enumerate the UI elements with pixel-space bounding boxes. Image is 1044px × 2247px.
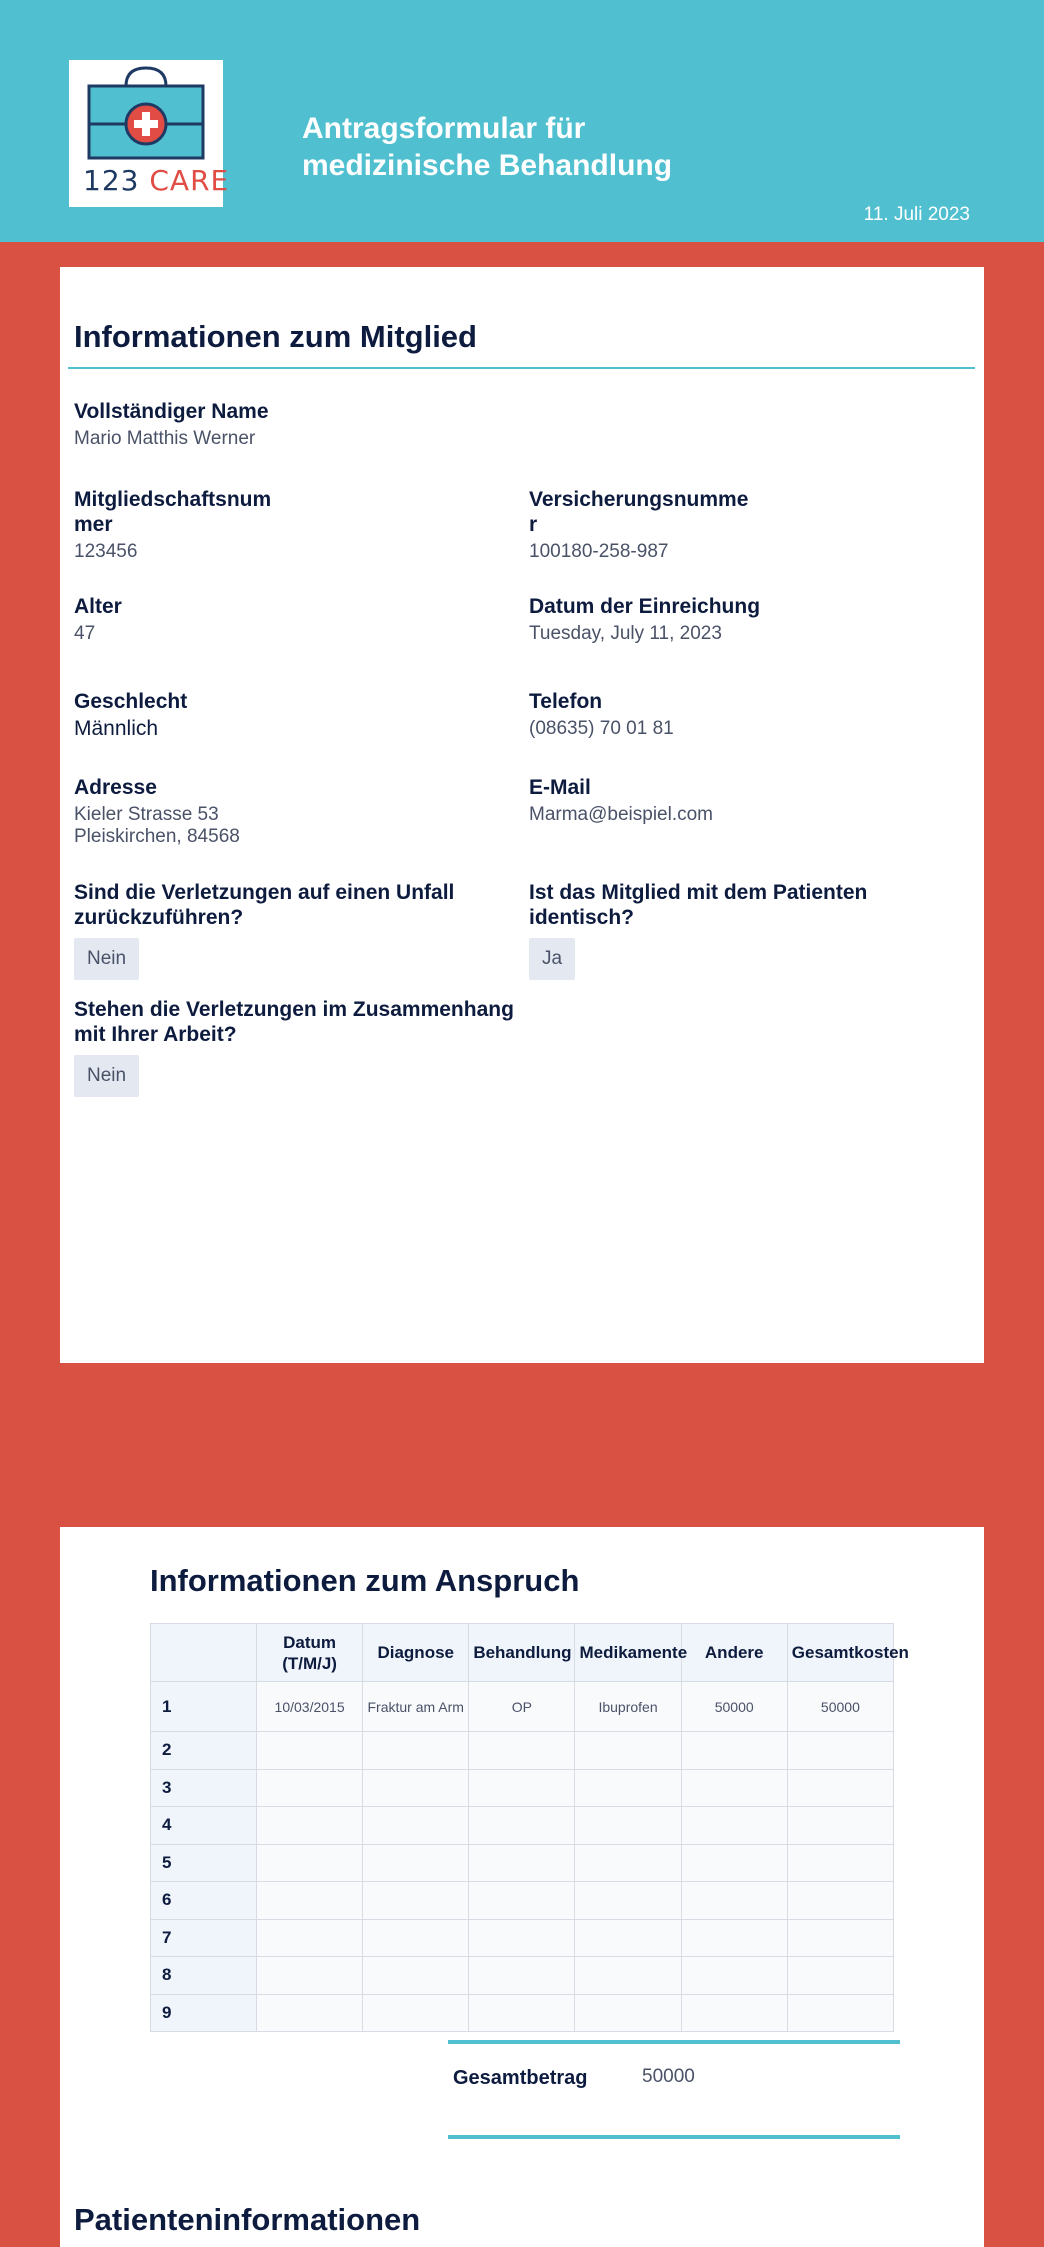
- table-cell-treatment: [469, 1882, 575, 1920]
- table-cell-other: [681, 1882, 787, 1920]
- table-row: [151, 1769, 894, 1807]
- table-row: [151, 1957, 894, 1995]
- table-cell-other: 50000: [681, 1682, 787, 1732]
- field-label: Datum der Einreichung: [529, 595, 761, 618]
- table-row: [151, 1994, 894, 2032]
- table-row: [151, 1882, 894, 1920]
- table-cell-diagnosis: [363, 1919, 469, 1957]
- table-cell-medication: [575, 1957, 681, 1995]
- table-cell-total: [787, 1957, 893, 1995]
- table-cell-treatment: [469, 1769, 575, 1807]
- table-cell-date: [257, 1919, 363, 1957]
- field-value: 100180-258-987: [529, 541, 669, 562]
- table-row: [151, 1919, 894, 1957]
- field-value: (08635) 70 01 81: [529, 718, 674, 739]
- patient-section-title: Patienteninformationen: [74, 2202, 421, 2237]
- page-title: Antragsformular für medizinische Behandlung: [302, 112, 673, 182]
- header-banner: [0, 0, 1044, 242]
- table-cell-medication: [575, 1807, 681, 1845]
- field-label: Alter: [74, 595, 122, 618]
- total-label: Gesamtbetrag: [453, 2067, 588, 2089]
- field-label: Mitgliedschaftsnummer: [74, 488, 272, 536]
- logo-number: 123: [83, 164, 140, 197]
- table-cell-date: [257, 1844, 363, 1882]
- claim-section-title: Informationen zum Anspruch: [150, 1563, 580, 1598]
- table-cell-diagnosis: [363, 1957, 469, 1995]
- field-age: [74, 594, 494, 645]
- field-value: Mario Matthis Werner: [74, 428, 256, 449]
- column-header: Behandlung: [469, 1624, 575, 1682]
- table-cell-treatment: [469, 1807, 575, 1845]
- table-cell-medication: [575, 1732, 681, 1770]
- logo: [69, 60, 230, 207]
- header-date: 11. Juli 2023: [863, 204, 970, 225]
- claims-table: [150, 1623, 909, 2032]
- field-label: Vollständiger Name: [74, 400, 269, 423]
- table-cell-treatment: [469, 1732, 575, 1770]
- column-header: Gesamtkosten: [787, 1624, 893, 1682]
- field-full-name: [74, 399, 494, 450]
- table-cell-date: [257, 1957, 363, 1995]
- table-cell-date: [257, 1994, 363, 2032]
- total-value: 50000: [642, 2066, 695, 2087]
- column-header: Diagnose: [363, 1624, 469, 1682]
- field-accident: [74, 880, 494, 980]
- logo-care-word: CARE: [149, 164, 230, 197]
- table-cell-total: [787, 1844, 893, 1882]
- claim-info-card: [60, 1527, 984, 2247]
- section-divider: [68, 367, 975, 369]
- table-cell-other: [681, 1844, 787, 1882]
- column-header: Andere: [681, 1624, 787, 1682]
- work-related-answer-badge: Nein: [74, 1055, 139, 1097]
- member-patient-answer-badge: Ja: [529, 938, 575, 980]
- field-membership-number: [74, 487, 289, 563]
- table-cell-other: [681, 1769, 787, 1807]
- table-cell-treatment: OP: [469, 1682, 575, 1732]
- total-top-rule: [448, 2040, 900, 2044]
- table-cell-diagnosis: [363, 1844, 469, 1882]
- row-number-cell: 4: [151, 1807, 257, 1845]
- column-header: Medikamente: [575, 1624, 681, 1682]
- table-cell-total: [787, 1882, 893, 1920]
- table-cell-medication: [575, 1882, 681, 1920]
- field-label: Sind die Verletzungen auf einen Unfall zurückzuführen?: [74, 881, 455, 929]
- table-row: [151, 1844, 894, 1882]
- field-work-related: [74, 997, 524, 1097]
- table-cell-date: [257, 1732, 363, 1770]
- field-label: Adresse: [74, 776, 157, 799]
- table-cell-total: 50000: [787, 1682, 893, 1732]
- claims-table-header-row: [151, 1624, 894, 1682]
- row-number-cell: 8: [151, 1957, 257, 1995]
- table-cell-diagnosis: [363, 1769, 469, 1807]
- column-header: [151, 1624, 257, 1682]
- row-number-cell: 3: [151, 1769, 257, 1807]
- member-info-card: [60, 267, 984, 1363]
- table-cell-date: [257, 1769, 363, 1807]
- field-value: Tuesday, July 11, 2023: [529, 623, 722, 644]
- table-cell-diagnosis: Fraktur am Arm: [363, 1682, 469, 1732]
- table-cell-medication: [575, 1844, 681, 1882]
- field-gender: [74, 689, 494, 740]
- table-cell-total: [787, 1807, 893, 1845]
- table-cell-total: [787, 1994, 893, 2032]
- table-cell-total: [787, 1732, 893, 1770]
- field-label: Geschlecht: [74, 690, 188, 713]
- table-cell-other: [681, 1919, 787, 1957]
- table-cell-medication: [575, 1919, 681, 1957]
- table-cell-total: [787, 1919, 893, 1957]
- field-label: Stehen die Verletzungen im Zusammenhang mit Ihrer Arbeit?: [74, 998, 514, 1046]
- table-cell-total: [787, 1769, 893, 1807]
- table-cell-other: [681, 1732, 787, 1770]
- field-label: Ist das Mitglied mit dem Patienten identisch?: [529, 881, 868, 929]
- table-cell-treatment: [469, 1994, 575, 2032]
- row-number-cell: 5: [151, 1844, 257, 1882]
- field-label: Versicherungsnummer: [529, 488, 749, 536]
- field-value: Marma@beispiel.com: [529, 804, 714, 825]
- table-cell-other: [681, 1994, 787, 2032]
- table-cell-medication: [575, 1769, 681, 1807]
- table-cell-date: 10/03/2015: [257, 1682, 363, 1732]
- column-header: Datum (T/M/J): [257, 1624, 363, 1682]
- field-submission-date: [529, 594, 959, 645]
- table-cell-treatment: [469, 1919, 575, 1957]
- field-value: 47: [74, 623, 96, 644]
- table-row: [151, 1682, 894, 1732]
- field-insurance-number: [529, 487, 749, 563]
- row-number-cell: 1: [151, 1682, 257, 1732]
- field-phone: [529, 689, 959, 740]
- table-cell-diagnosis: [363, 1882, 469, 1920]
- row-number-cell: 2: [151, 1732, 257, 1770]
- table-cell-treatment: [469, 1844, 575, 1882]
- table-cell-medication: Ibuprofen: [575, 1682, 681, 1732]
- table-cell-date: [257, 1882, 363, 1920]
- row-number-cell: 9: [151, 1994, 257, 2032]
- field-value: Kieler Strasse 53 Pleiskirchen, 84568: [74, 804, 240, 847]
- table-cell-diagnosis: [363, 1807, 469, 1845]
- field-label: Telefon: [529, 690, 603, 713]
- field-email: [529, 775, 959, 826]
- table-row: [151, 1807, 894, 1845]
- row-number-cell: 7: [151, 1919, 257, 1957]
- table-cell-other: [681, 1807, 787, 1845]
- table-cell-diagnosis: [363, 1732, 469, 1770]
- table-cell-medication: [575, 1994, 681, 2032]
- table-cell-treatment: [469, 1957, 575, 1995]
- table-cell-diagnosis: [363, 1994, 469, 2032]
- field-value: 123456: [74, 541, 138, 562]
- accident-answer-badge: Nein: [74, 938, 139, 980]
- field-label: E-Mail: [529, 776, 591, 799]
- table-row: [151, 1732, 894, 1770]
- field-value: Männlich: [74, 717, 159, 740]
- row-number-cell: 6: [151, 1882, 257, 1920]
- table-cell-other: [681, 1957, 787, 1995]
- table-cell-date: [257, 1807, 363, 1845]
- logo-wordmark: [83, 164, 229, 197]
- field-address: [74, 775, 494, 848]
- member-section-title: Informationen zum Mitglied: [74, 319, 477, 354]
- total-bottom-rule: [448, 2135, 900, 2139]
- field-member-is-patient: [529, 880, 959, 980]
